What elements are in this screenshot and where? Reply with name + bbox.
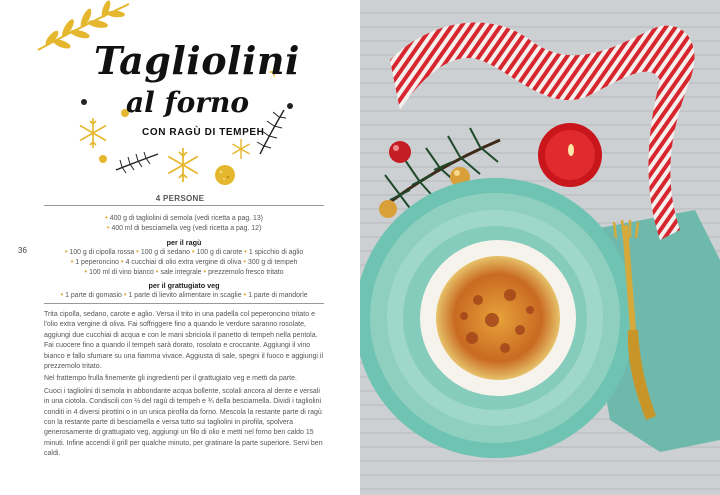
gold-dot-icon xyxy=(214,164,236,186)
divider xyxy=(44,205,324,206)
ingredient-group-heading: per il grattugiato veg xyxy=(148,281,220,290)
snowflake-icon xyxy=(230,138,252,160)
ingredient-line: • 100 ml di vino bianco • sale integrale • prezzemolo fresco tritato xyxy=(84,267,284,276)
gold-dot-icon xyxy=(98,154,108,164)
snowflake-icon xyxy=(164,146,202,184)
divider xyxy=(44,303,324,304)
pine-branch-icon xyxy=(114,150,160,176)
pine-branch-icon xyxy=(254,108,290,156)
method-text xyxy=(44,310,324,462)
recipe-title-line1: Tagliolini xyxy=(94,38,300,83)
christmas-ornament xyxy=(389,141,411,163)
recipe-title-line2: al forno xyxy=(126,86,250,119)
page-number: 36 xyxy=(18,246,27,255)
christmas-ornament xyxy=(379,200,397,218)
method-paragraph: Nel frattempo frulla finemente gli ingredienti per il grattugiato veg e metti da parte. xyxy=(44,375,297,383)
ingredient-group-heading: per il ragù xyxy=(166,238,202,247)
servings: 4 PERSONE xyxy=(155,194,205,203)
photo-illustration xyxy=(360,0,720,495)
ingredient-line: • 400 ml di besciamella veg (vedi ricetta a pag. 12) xyxy=(106,223,262,232)
dish-photo xyxy=(360,0,720,495)
method-paragraph: Trita cipolla, sedano, carote e aglio. Versa il trito in una padella col peperoncino tritato e l'olio extra vergine di oliva. Fai soffriggere fino a quando le verdure saranno rosolate, aggiungi due cucchiai di acqua e con le mani sbriciola il panetto di tempeh nella pentola. Fai cuocere fino a quando il tempeh sarà dorato, rosolato e croccante. Aggiungi il vino bianco e fallo sfumare su una fiamma vivace. Aggiusta di sale, spegni il fuoco e aggiungi il prezzemolo tritato. xyxy=(44,311,323,371)
ingredient-line: • 1 parte di gomasio • 1 parte di lievito alimentare in scaglie • 1 parte di mandorle xyxy=(60,290,308,299)
ingredient-line: • 400 g di tagliolini di semola (vedi ricetta a pag. 13) xyxy=(105,213,263,222)
ingredient-line: • 1 peperoncino • 4 cucchiai di olio extra vergine di oliva • 300 g di tempeh xyxy=(70,257,298,266)
snowflake-icon xyxy=(76,116,110,150)
method-paragraph: Cuoci i tagliolini di semola in abbondante acqua bollente, scolali ancora al dente e versali in una ciotola. Condiscili con ⅔ del ragù di tempeh e ¾ della besciamella. Dividi i tagliolini conditi in 4 diversi pirottini o in un unica pirofila da forno. Mescola la restante parte di ragù con la restante parte di besciamella e versa tutto sui tagliolini in pirofila, spolvera generosamente di grattugiato veg, aggiungi un filo di olio e metti nel forno ben caldo 15 minuti. Infine accendi il grill per qualche minuto, per gratinare la parte superiore. Servi ben caldi. xyxy=(44,387,323,458)
recipe-subtitle: CON RAGÙ DI TEMPEH xyxy=(142,127,265,138)
dot-icon xyxy=(80,98,88,106)
ingredient-line: • 100 g di cipolla rossa • 100 g di sedano • 100 g di carote • 1 spicchio di aglio xyxy=(64,247,304,256)
